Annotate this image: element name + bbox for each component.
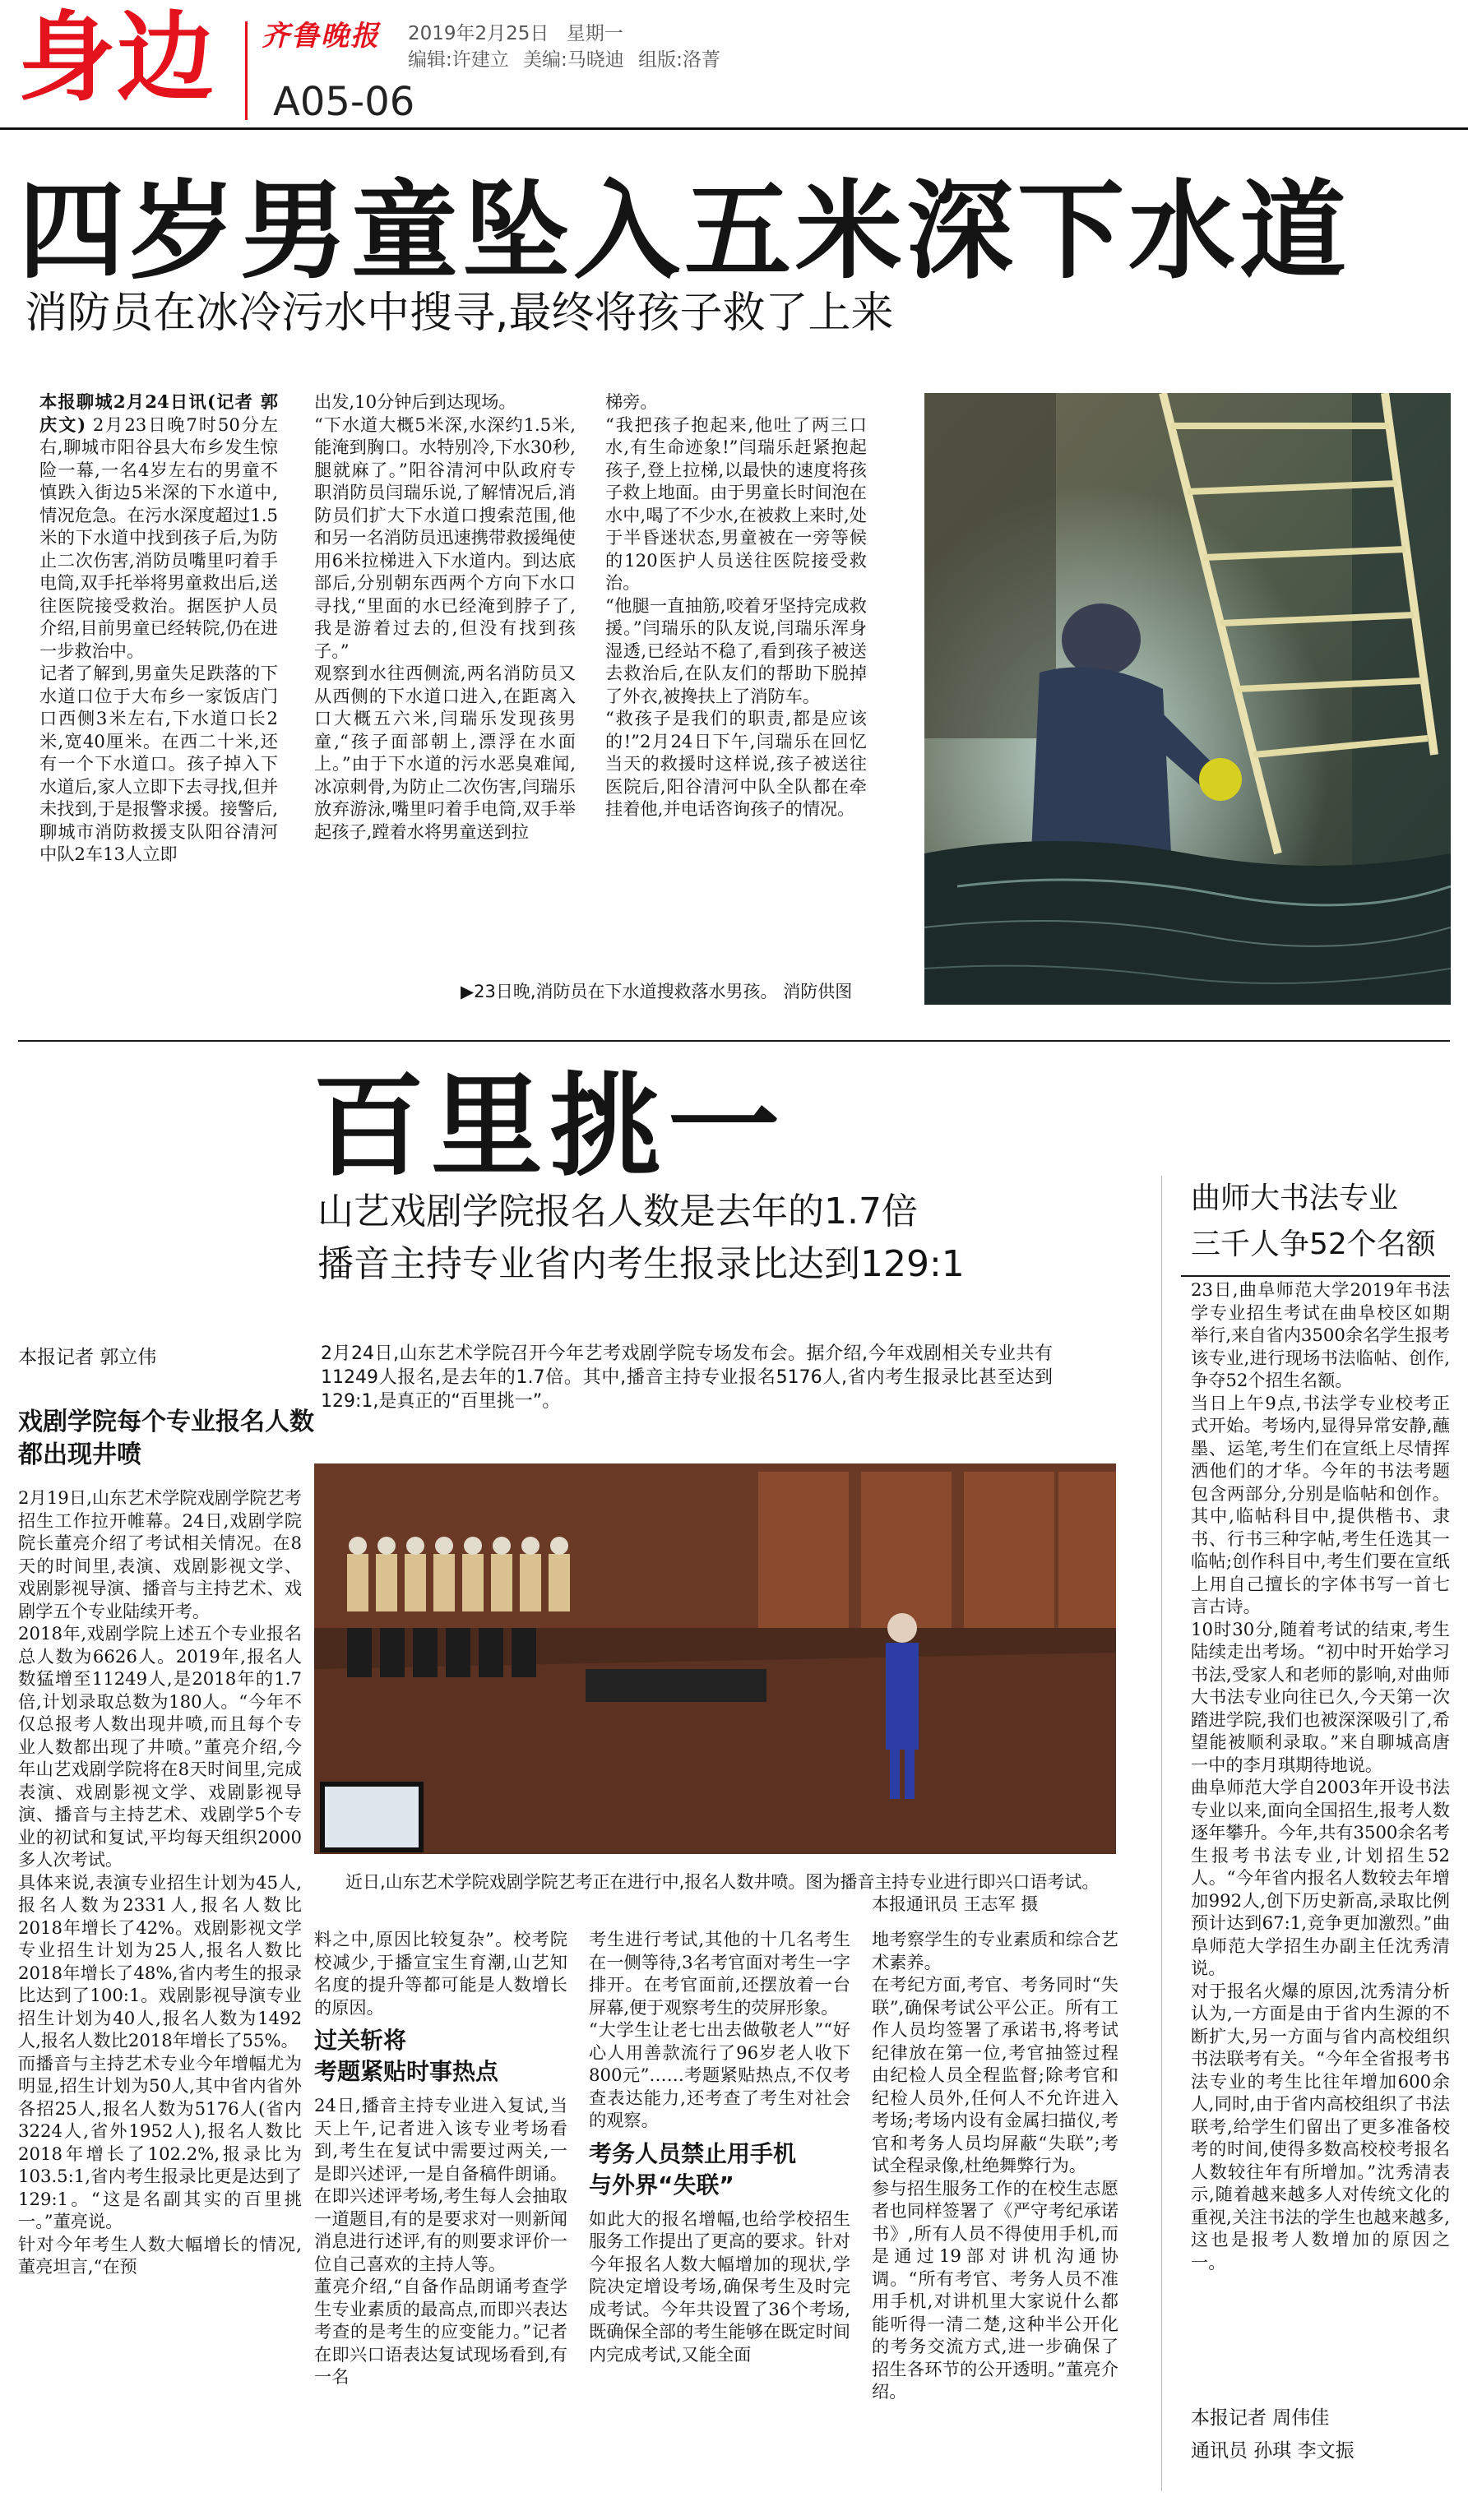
sidebar-correspondents: 通讯员 孙琪 李文振	[1191, 2440, 1355, 2462]
story1-subhead: 消防员在冰冷污水中搜寻,最终将孩子救了上来	[25, 289, 894, 338]
story1-column-2: 出发,10分钟后到达现场。 “下水道大概5米深,水深约1.5米,能淹到胸口。水特别冷,下水30秒,腿就麻了。”阳谷清河中队政府专职消防员闫瑞乐说,了解情况后,消防员们扩大下水道口搜索范围,他和另一名消防员迅速携带救援绳使用6米拉梯进入下水道内。到达底部后,分别朝东西两个方向下水口寻找,“里面的水已经淹到脖子了,我是游着过去的,但没有找到孩子。” 观察到水往西侧流,两名消防员又从西侧的下水道口进入,在距离入口大概五六米,闫瑞乐发现孩男童,“孩子面部朝上,漂浮在水面上。”由于下水道的污水恶臭难闻,冰凉刺骨,为防止二次伤害,闫瑞乐放弃游泳,嘴里叼着手电筒,双手举起孩子,蹚着水将男童送到拉	[314, 391, 576, 842]
story2-column-3: 考生进行考试,其他的十几名考生在一侧等待,3名考官面对考生一字排开。在考官面前,还摆放着一台屏幕,便于观察考生的荧屏形象。 “大学生让老七出去做敬老人”“好心人用善款流行了96岁老人收下800元”……考题紧贴热点,不仅考查表达能力,还考查了考生对社会的观察。 考务人员禁止用手机 与外界“失联” 如此大的报名增幅,也给学校招生服务工作提出了更高的要求。针对今年报名人数大幅增加的现状,学院决定增设考场,确保考生及时完成考试。今年共设置了36个考场,既确保全部的考生能够在既定时间内完成考试,又能全面	[589, 1929, 850, 2365]
story1-bottom-rule	[18, 1040, 1450, 1042]
issue-date: 2019年2月25日 星期一	[408, 23, 623, 44]
story2-column-1: 2月19日,山东艺术学院戏剧学院艺考招生工作拉开帷幕。24日,戏剧学院院长董亮介绍了考试相关情况。在8天的时间里,表演、戏剧影视文学、戏剧影视导演、播音与主持艺术、戏剧学五个专业陆续开考。 2018年,戏剧学院上述五个专业报名总人数为6626人。2019年,报名人数猛增至11249人,是2018年的1.7倍,计划录取总数为180人。“今年不仅总报考人数出现井喷,而且每个专业人数都出现了井喷。”董亮介绍,今年山艺戏剧学院将在8天时间里,完成表演、戏剧影视文学、戏剧影视导演、播音与主持艺术、戏剧学5个专业的初试和复试,平均每天组织2000多人次考试。 具体来说,表演专业招生计划为45人,报名人数为2331人,报名人数比2018年增长了42%。戏剧影视文学专业招生计划为25人,报名人数比2018年增长了48%,省内考生的报录比达到了100:1。戏剧影视导演专业招生计划为40人,报名人数为1492人,报名人数比2018年增长了55%。 而播音与主持艺术专业今年增幅尤为明显,招生计划为50人,其中省内省外各招25人,报名人数为5176人(省内3224人,省外1952人),报名人数比2018年增长了102.2%,报录比为103.5:1,省内考生报录比更是达到了129:1。“这是名副其实的百里挑一。”董亮说。 针对今年考生人数大幅增长的情况,董亮坦言,“在预	[18, 1487, 302, 2277]
section-name: 身边	[18, 0, 216, 114]
story2-photo-credit: 本报通讯员 王志军 摄	[872, 1894, 1039, 1914]
story1-column-1-text: 2月23日晚7时50分左右,聊城市阳谷县大布乡发生惊险一幕,一名4岁左右的男童不慎跌入街边5米深的下水道中,情况危急。在污水深度超过1.5米的下水道中找到孩子后,为防止二次伤害,消防员嘴里叼着手电筒,双手托举将男童救出后,送往医院接受救治。据医护人员介绍,目前男童已经转院,仍在进一步救治中。 记者了解到,男童失足跌落的下水道口位于大布乡一家饭店门口西侧3米左右,下水道口长2米,宽40厘米。在西二十米,还有一个下水道口。孩子掉入下水道后,家人立即下去寻找,但并未找到,于是报警求援。接警后,聊城市消防救援支队阳谷清河中队2车13人立即	[39, 414, 278, 864]
story1-column-3: 梯旁。 “我把孩子抱起来,他吐了两三口水,有生命迹象!”闫瑞乐赶紧抱起孩子,登上拉梯,以最快的速度将孩子救上地面。由于男童长时间泡在水中,喝了不少水,在被救上来时,处于半昏迷状态,男童被在一旁等候的120医护人员送往医院接受救治。 “他腿一直抽筋,咬着牙坚持完成救援。”闫瑞乐的队友说,闫瑞乐浑身湿透,已经站不稳了,看到孩子被送去救治后,在队友们的帮助下脱掉了外衣,被搀扶上了消防车。 “救孩子是我们的职责,都是应该的!”2月24日下午,闫瑞乐在回忆当天的救援时这样说,孩子被送往医院后,阳谷清河中队全队都在牵挂着他,并电话咨询孩子的情况。	[605, 391, 867, 819]
sidebar-divider	[1161, 1176, 1162, 2491]
story2-intro: 2月24日,山东艺术学院召开今年艺考戏剧学院专场发布会。据介绍,今年戏剧相关专业共有11249人报名,是去年的1.7倍。其中,播音主持专业报名5176人,省内考生报录比甚至达到129:1,是真正的“百里挑一”。	[321, 1343, 1053, 1412]
sidebar-title-line-2: 三千人争52个名额	[1191, 1228, 1436, 1261]
column-section-heading: 考务人员禁止用手机 与外界“失联”	[589, 2139, 797, 2199]
sidebar-title-line-1: 曲师大书法专业	[1191, 1181, 1399, 1215]
story1-photo-rescue	[924, 393, 1451, 1005]
story2-subhead-1: 山艺戏剧学院报名人数是去年的1.7倍	[317, 1191, 918, 1232]
story2-section-heading-1: 戏剧学院每个专业报名人数都出现井喷	[18, 1408, 314, 1469]
exam-photo-illustration	[314, 1463, 1116, 1854]
sidebar-reporter: 本报记者 周伟佳	[1191, 2407, 1330, 2429]
story2-photo-exam	[314, 1463, 1116, 1854]
story2-subhead-2: 播音主持专业省内考生报录比达到129:1	[317, 1243, 965, 1285]
masthead-divider	[245, 21, 248, 120]
editor-credits: 编辑:许建立 美编:马晓迪 组版:洛菁	[408, 49, 720, 71]
story2-column-2: 料之中,原因比较复杂”。校考院校减少,于播宣宝生育潮,山艺知名度的提升等都可能是人数增长的原因。 过关斩将 考题紧贴时事热点 24日,播音主持专业进入复试,当天上午,记者进入该专业考场看到,考生在复试中需要过两关,一是即兴述评,一是自备稿件朗诵。在即兴述评考场,考生每人会抽取一道题目,有的是要求对一则新闻消息进行述评,有的则要求评价一位自己喜欢的主持人等。 董亮介绍,“自备作品朗诵考查学生专业素质的最高点,而即兴表达考查的是考生的应变能力。”记者在即兴口语表达复试现场看到,有一名	[314, 1929, 567, 2387]
story2-headline: 百里挑一	[313, 1062, 786, 1192]
page-number: A05-06	[273, 79, 415, 125]
story1-photo-caption: ▶23日晚,消防员在下水道搜救落水男孩。 消防供图	[461, 982, 853, 1001]
story1-lede: 本报聊城2月24日讯(记者 郭庆文)	[39, 391, 278, 435]
story2-byline: 本报记者 郭立伟	[18, 1347, 157, 1368]
masthead-rule	[0, 127, 1468, 130]
story2-photo-caption: 近日,山东艺术学院戏剧学院艺考正在进行中,报名人数井喷。图为播音主持专业进行即兴口语考试。	[345, 1872, 1100, 1892]
story1-headline: 四岁男童坠入五米深下水道	[18, 169, 1351, 294]
story1-column-1	[39, 391, 278, 958]
story2-column-4: 地考察学生的专业素质和综合艺术素养。 在考纪方面,考官、考务同时“失联”,确保考试公平公正。所有工作人员均签署了承诺书,将考试纪律放在第一位,考官抽签过程由纪检人员全程监督;除考官和纪检人员外,任何人不允许进入考场;考场内设有金属扫描仪,考官和考务人员均屏蔽“失联”;考试全程录像,杜绝舞弊行为。 参与招生服务工作的在校生志愿者也同样签署了《严守考纪承诺书》,所有人员不得使用手机,而是通过19部对讲机沟通协调。“所有考官、考务人员不准用手机,对讲机里大家说什么都能听得一清二楚,这种半公开化的考务交流方式,进一步确保了招生各环节的公开透明。”董亮介绍。	[872, 1929, 1118, 2402]
sidebar-title-rule	[1181, 1275, 1450, 1277]
sidebar-body: 23日,曲阜师范大学2019年书法学专业招生考试在曲阜校区如期举行,来自省内3500余名学生报考该专业,进行现场书法临帖、创作,争夺52个招生名额。 当日上午9点,书法学专业校考正式开始。考场内,显得异常安静,蘸墨、运笔,考生们在宣纸上尽情挥洒他们的才华。今年的书法考题包含两部分,分别是临帖和创作。其中,临帖科目中,提供楷书、隶书、行书三种字帖,考生任选其一临帖;创作科目中,考生们要在宣纸上用自己擅长的字体书写一首七言古诗。 10时30分,随着考试的结束,考生陆续走出考场。“初中时开始学习书法,受家人和老师的影响,对曲师大书法专业向往已久,今天第一次踏进学院,我们也被深深吸引了,希望能被顺利录取。”来自聊城高唐一中的李月琪期待地说。 曲阜师范大学自2003年开设书法专业以来,面向全国招生,报考人数逐年攀升。今年,共有3500余名考生报考书法专业,计划招生52人。“今年省内报名人数较去年增加992人,创下历史新高,录取比例预计达到67:1,竞争更加激烈。”曲阜师范大学招生办副主任沈秀清说。 对于报名火爆的原因,沈秀清分析认为,一方面是由于省内生源的不断扩大,另一方面与省内高校组织书法联考有关。“今年全省报考书法专业的考生比往年增加600余人,同时,由于省内高校组织了书法联考,给学生们留出了更多准备校考的时间,使得多数高校校考报名人数较往年有所增加。”沈秀清表示,随着越来越多人对传统文化的重视,关注书法的学生也越来越多,这也是报考人数增加的原因之一。	[1191, 1279, 1450, 2273]
rescue-photo-illustration	[924, 393, 1451, 1005]
column-section-heading: 过关斩将 考题紧贴时事热点	[314, 2027, 499, 2085]
paper-logo: 齐鲁晚报	[262, 20, 380, 53]
